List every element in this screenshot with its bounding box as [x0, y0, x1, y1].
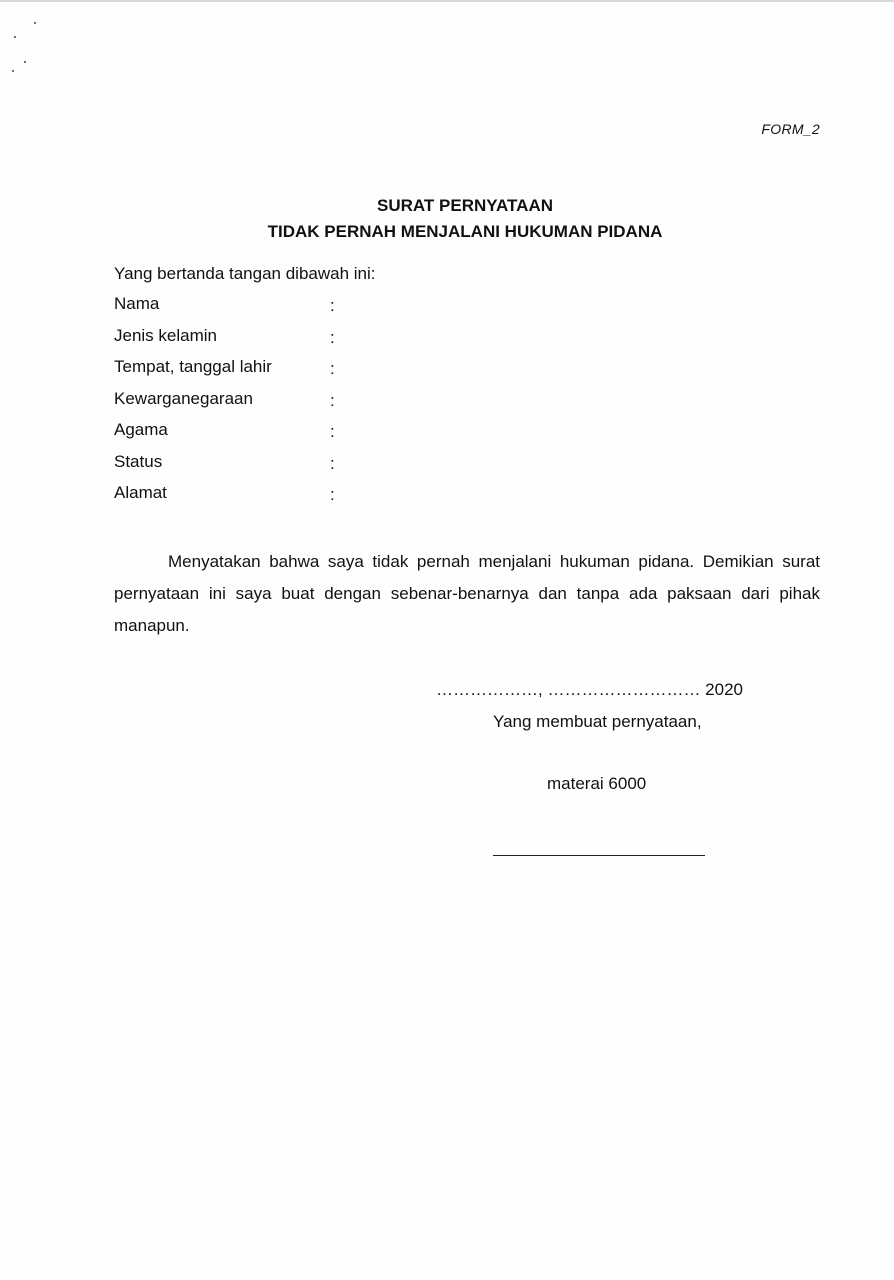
field-label: Kewarganegaraan [114, 388, 253, 408]
scan-speck [12, 70, 14, 72]
date-line: ………………, ……………………… 2020 [436, 680, 743, 699]
field-row-kewarganegaraan [114, 389, 514, 421]
scan-speck [24, 61, 26, 63]
field-row-jenis-kelamin [114, 326, 514, 358]
field-label: Tempat, tanggal lahir [114, 357, 272, 376]
document-title: SURAT PERNYATAAN [377, 196, 553, 215]
document-subtitle: TIDAK PERNAH MENJALANI HUKUMAN PIDANA [267, 222, 663, 241]
field-row-status [114, 452, 514, 484]
field-colon: : [330, 453, 335, 473]
field-row-alamat [114, 483, 514, 515]
identity-fields [114, 294, 514, 515]
field-row-tempat-tanggal-lahir [114, 357, 514, 389]
page-top-edge [0, 0, 894, 2]
stamp-label: materai 6000 [547, 774, 647, 793]
scan-speck [14, 36, 16, 38]
intro-text: Yang bertanda tangan dibawah ini: [114, 264, 376, 283]
signer-label: Yang membuat pernyataan, [493, 712, 702, 731]
field-colon: : [330, 485, 335, 504]
field-colon: : [330, 327, 335, 347]
field-colon: : [330, 359, 335, 378]
statement-paragraph: Menyatakan bahwa saya tidak pernah menjalani hukuman pidana. Demikian surat pernyataan ini saya buat dengan sebenar-benarnya dan tanpa ada paksaan dari pihak manapun. [114, 552, 820, 635]
field-label: Nama [114, 294, 160, 313]
field-label: Alamat [114, 483, 167, 502]
field-label: Agama [114, 420, 168, 439]
field-colon: : [330, 296, 335, 315]
field-label: Status [114, 451, 163, 471]
scan-speck [34, 22, 36, 24]
field-row-agama [114, 420, 514, 452]
form-code: FORM_2 [761, 121, 820, 137]
field-label: Jenis kelamin [114, 325, 217, 345]
field-row-nama [114, 294, 514, 326]
field-colon: : [330, 422, 335, 441]
signature-line [493, 855, 705, 856]
field-colon: : [330, 390, 335, 410]
